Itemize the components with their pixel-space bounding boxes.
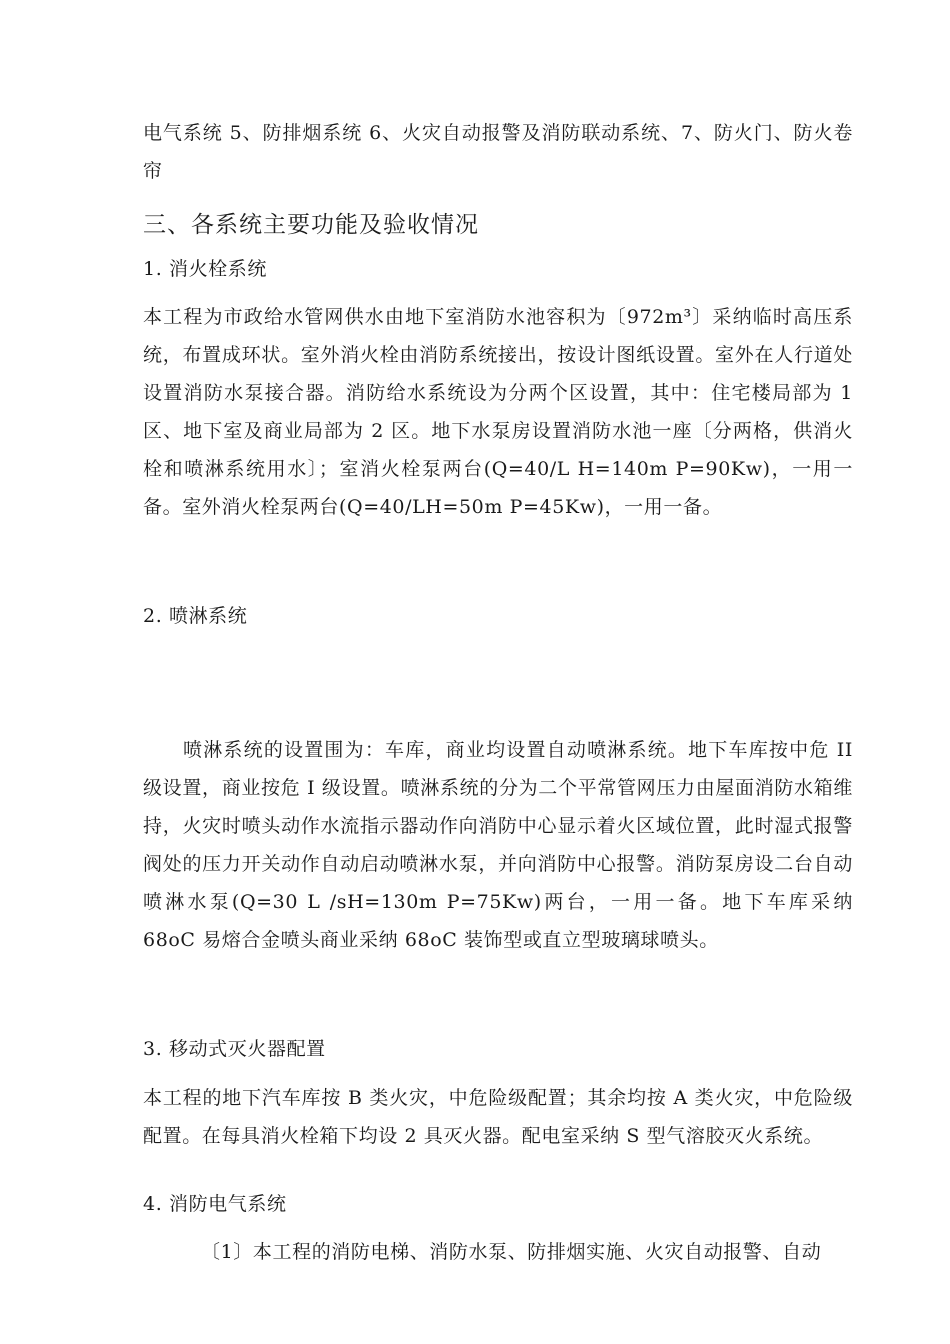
subsection-title-electrical: 4. 消防电气系统 [143,1193,287,1215]
section-title: 三、各系统主要功能及验收情况 [143,212,479,238]
extinguisher-paragraph: 本工程的地下汽车库按 B 类火灾，中危险级配置；其余均按 A 类火灾，中危险级配置。在每具消火栓箱下均设 2 具灭火器。配电室采纳 S 型气溶胶灭火系统。 [143,1087,853,1147]
electrical-paragraph: 〔1〕本工程的消防电梯、消防水泵、防排烟实施、火灾自动报警、自动 [201,1241,822,1263]
continuation-paragraph: 电气系统 5、防排烟系统 6、火灾自动报警及消防联动系统、7、防火门、防火卷帘 [143,122,853,182]
subsection-title-hydrant: 1. 消火栓系统 [143,258,267,280]
hydrant-system-paragraph: 本工程为市政给水管网供水由地下室消防水池容积为〔972m³〕采纳临时高压系统，布置成环状。室外消火栓由消防系统接出，按设计图纸设置。室外在人行道处设置消防水泵接合器。消防给水系统设为分两个区设置，其中：住宅楼局部为 1 区、地下室及商业局部为 2 区。地下水泵房设置消防水池一座〔分两格，供消火栓和喷淋系统用水〕；室消火栓泵两台(Q=40/L H=140m P=90Kw)，一用一备。室外消火栓泵两台(Q=40/LH=50m P=45Kw)，一用一备。 [143,306,853,518]
sprinkler-system-paragraph: 喷淋系统的设置围为：车库，商业均设置自动喷淋系统。地下车库按中危 II 级设置，商业按危 I 级设置。喷淋系统的分为二个平常管网压力由屋面消防水箱维持，火灾时喷头动作水流指示器动作向消防中心显示着火区域位置，此时湿式报警阀处的压力开关动作自动启动喷淋水泵，并向消防中心报警。消防泵房设二台自动喷淋水泵(Q=30 L /sH=130m P=75Kw)两台，一用一备。地下车库采纳 68oC 易熔合金喷头商业采纳 68oC 装饰型或直立型玻璃球喷头。 [143,739,853,951]
subsection-title-extinguisher: 3. 移动式灭火器配置 [143,1038,326,1060]
subsection-title-sprinkler: 2. 喷淋系统 [143,605,248,627]
